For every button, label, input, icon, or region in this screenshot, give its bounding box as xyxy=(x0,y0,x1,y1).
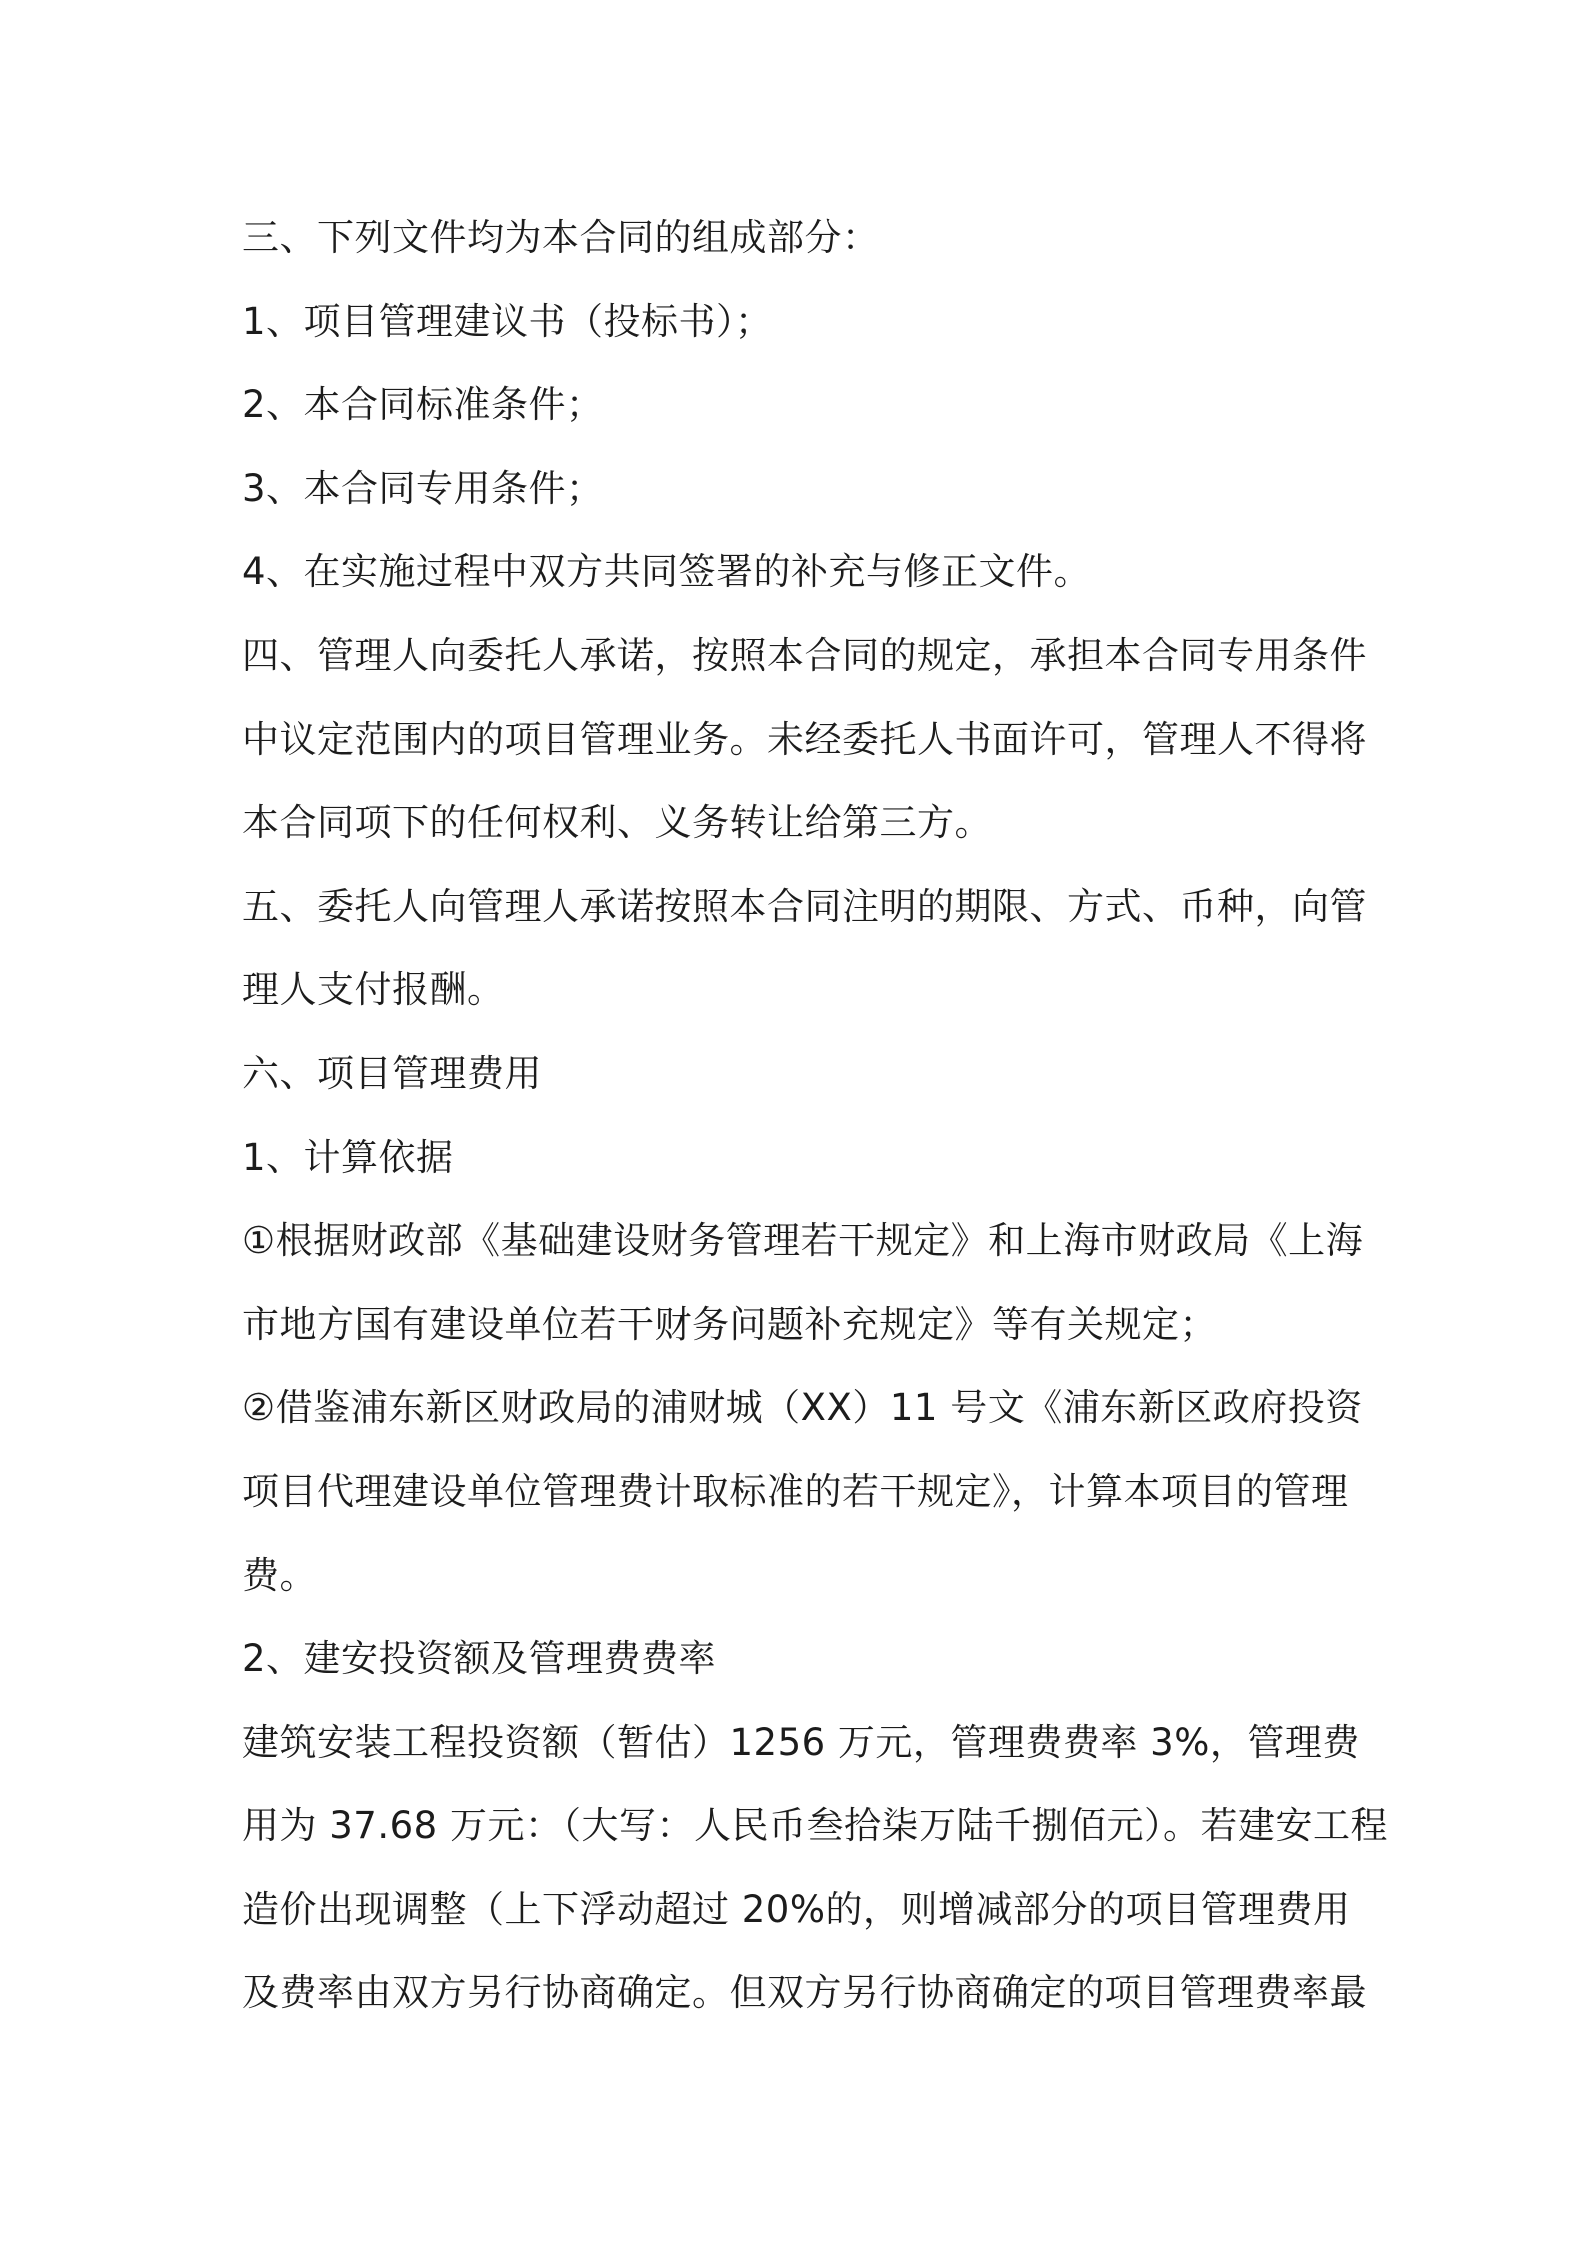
paragraph-4-line-3: 本合同项下的任何权利、义务转让给第三方。 xyxy=(242,801,992,845)
fee-paragraph-line-2: 用为 37.68 万元：（大写：人民币叁拾柒万陆千捌佰元）。若建安工程 xyxy=(242,1804,1388,1848)
paragraph-4-line-2: 中议定范围内的项目管理业务。未经委托人书面许可，管理人不得将 xyxy=(242,717,1367,761)
section-heading-6: 六、项目管理费用 xyxy=(242,1051,542,1095)
list-item-3: 3、本合同专用条件； xyxy=(242,466,604,510)
paragraph-4-line-1: 四、管理人向委托人承诺，按照本合同的规定，承担本合同专用条件 xyxy=(242,633,1367,677)
list-item-2: 2、本合同标准条件； xyxy=(242,383,604,427)
basis-2-line-2: 项目代理建设单位管理费计取标准的若干规定》，计算本项目的管理 xyxy=(242,1469,1349,1513)
section-heading-3: 三、下列文件均为本合同的组成部分： xyxy=(242,216,880,259)
basis-1-line-2: 市地方国有建设单位若干财务问题补充规定》等有关规定； xyxy=(242,1302,1217,1346)
document-body xyxy=(242,196,1388,2035)
fee-paragraph-line-3: 造价出现调整（上下浮动超过 20%的，则增减部分的项目管理费用 xyxy=(242,1887,1351,1931)
fee-paragraph-line-1: 建筑安装工程投资额（暂估）1256 万元，管理费费率 3%，管理费 xyxy=(242,1720,1360,1764)
fee-paragraph-line-4: 及费率由双方另行协商确定。但双方另行协商确定的项目管理费率最 xyxy=(242,1971,1367,2015)
paragraph-5-line-1: 五、委托人向管理人承诺按照本合同注明的期限、方式、币种，向管 xyxy=(242,884,1367,928)
basis-1-line-1: ①根据财政部《基础建设财务管理若干规定》和上海市财政局《上海 xyxy=(242,1219,1364,1263)
subheading-investment-and-fee-rate: 2、建安投资额及管理费费率 xyxy=(242,1637,717,1681)
basis-2-line-3: 费。 xyxy=(242,1553,317,1597)
basis-2-line-1: ②借鉴浦东新区财政局的浦财城（XX）11 号文《浦东新区政府投资 xyxy=(242,1386,1363,1430)
subheading-calculation-basis: 1、计算依据 xyxy=(242,1135,454,1179)
paragraph-5-line-2: 理人支付报酬。 xyxy=(242,968,505,1012)
list-item-4: 4、在实施过程中双方共同签署的补充与修正文件。 xyxy=(242,550,1092,594)
list-item-1: 1、项目管理建议书（投标书）； xyxy=(242,299,773,343)
